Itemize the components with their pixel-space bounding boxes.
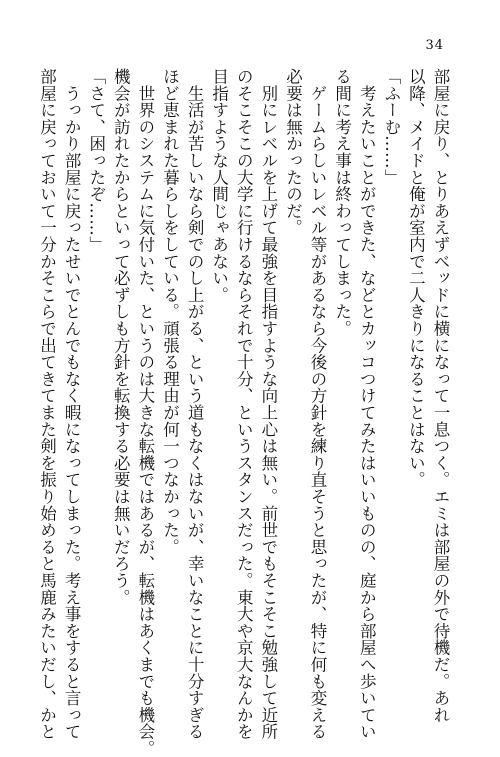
text-line: ほど恵まれた暮らしをしている。頑張る理由が何一つなかった。 bbox=[160, 68, 180, 556]
text-line: うっかり部屋に戻ったせいでとんでもなく暇になってしまった。考え事をすると言って bbox=[62, 68, 82, 740]
text-line: 部屋に戻り、とりあえずベッドに横になって一息つく。エミは部屋の外で待機だ。あれ bbox=[431, 68, 450, 724]
text-line: 「さて、困ったぞ……」 bbox=[86, 68, 106, 253]
text-line: 「ふーむ……」 bbox=[381, 68, 401, 186]
text-line: 機会が訪れたからといって必ずしも方針を転換する必要は無いだろう。 bbox=[111, 68, 131, 606]
page-number: 34 bbox=[425, 38, 444, 53]
text-line: 別にレベルを上げて最強を目指すような向上心は無い。前世でもそこそこ勉強して近所 bbox=[258, 68, 278, 740]
text-line: る間に考え事は終わってしまった。 bbox=[332, 68, 352, 337]
text-line: 世界のシステムに気付いた、というのは大きな転機ではあるが、転機はあくまでも機会。 bbox=[135, 68, 155, 757]
text-line: ゲームらしいレベル等があるなら今後の方針を練り直そうと思ったが、特に何も変える bbox=[308, 68, 328, 740]
text-line: 目指すような人間じゃあない。 bbox=[209, 68, 229, 304]
text-line: のそこそこの大学に行けるならそれで十分、というスタンスだった。東大や京大なんかを bbox=[234, 68, 254, 740]
text-line: 必要は無かったのだ。 bbox=[283, 68, 303, 236]
text-line: 生活が苦しいなら剣でのし上がる、という道もなくはないが、幸いなことに十分すぎる bbox=[185, 68, 205, 740]
text-line: 考えたいことができた、などとカッコつけてみたはいいものの、庭から部屋へ歩いてい bbox=[357, 68, 377, 740]
body-text bbox=[34, 68, 452, 757]
text-line: 以降、メイドと俺が室内で二人きりになることはない。 bbox=[406, 68, 426, 488]
text-line: 部屋に戻っておいて一分かそこらで出てきてまた剣を振り始めると馬鹿みたいだし、かと bbox=[37, 68, 57, 740]
